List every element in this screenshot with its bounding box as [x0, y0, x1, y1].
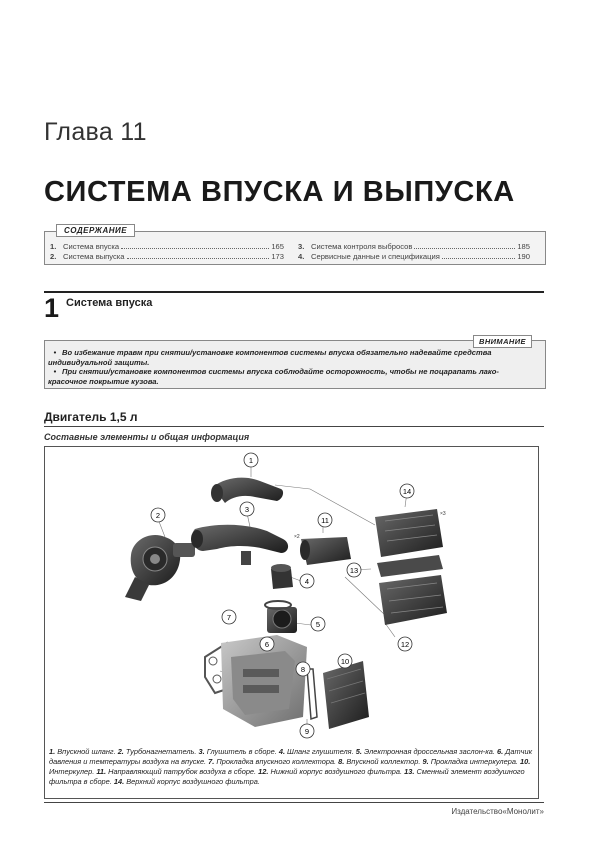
toc-dot-leader [127, 252, 270, 259]
intercooler-part [323, 661, 369, 729]
caption-text: Впускной шланг. [55, 747, 118, 756]
caption-number: 6. [496, 747, 504, 756]
caption-number: 1. [49, 747, 56, 756]
throttle-body-part [265, 601, 297, 633]
caption-number: 8. [338, 757, 345, 766]
caption-text: Датчик давления и температуры воздуха на впуске. [49, 747, 533, 766]
caption-text: Прокладка интеркулера. [428, 757, 521, 766]
filter-element-part [377, 555, 443, 577]
warning-text: Во избежание травм при снятии/установке компонентов системы впуска обязательно надевайте средства индивидуальной защиты. [48, 348, 492, 367]
subsection-divider [44, 426, 544, 427]
callout-5: 5 [315, 620, 321, 629]
callout-2: 2 [155, 511, 161, 520]
callout-8: 8 [300, 665, 306, 674]
toc-item-number: 1. [50, 242, 57, 251]
caption-text: Шланг глушителя. [285, 747, 356, 756]
footer-divider [44, 802, 544, 803]
callout-10: 10 [340, 657, 350, 666]
toc-item[interactable] [50, 252, 284, 261]
caption-number: 3. [198, 747, 205, 756]
toc-dot-leader [121, 242, 269, 249]
muffler-assembly-part [191, 525, 288, 565]
callout-14: 14 [402, 487, 412, 496]
section-number: 1 [44, 293, 60, 323]
caption-number: 14. [113, 777, 125, 786]
intercooler-gasket-part [307, 669, 317, 719]
toc-item[interactable] [298, 242, 530, 251]
callout-12: 12 [400, 640, 410, 649]
muffler-hose-part [271, 564, 293, 589]
caption-number: 4. [278, 747, 285, 756]
toc-item-page: 185 [517, 242, 530, 251]
chapter-label: Глава 11 [44, 118, 147, 146]
caption-number: 11. [96, 767, 107, 776]
air-guide-duct-part [300, 537, 351, 565]
toc-item-number: 2. [50, 252, 57, 261]
toc-item-title: Система впуска [63, 242, 120, 251]
callout-7: 7 [226, 613, 232, 622]
callout-11: 11 [321, 516, 329, 525]
caption-text: Интеркулер. [49, 767, 97, 776]
callout-9: 9 [304, 727, 310, 736]
toc-item-number: 3. [298, 242, 305, 251]
caption-text: Прокладка впускного коллектора. [214, 757, 339, 766]
component-heading: Составные элементы и общая информация [44, 432, 250, 442]
caption-number: 13. [404, 767, 415, 776]
caption-text: Верхний корпус воздушного фильтра. [124, 777, 260, 786]
caption-text: Глушитель в сборе. [204, 747, 279, 756]
toc-item-title: Сервисные данные и спецификация [311, 252, 440, 261]
subsection-title: Двигатель 1,5 л [44, 410, 138, 424]
toc-item-title: Система контроля выбросов [311, 242, 413, 251]
publisher-credit: Издательство«Монолит» [451, 807, 544, 816]
toc-item-page: 173 [271, 252, 284, 261]
toc-item[interactable] [50, 242, 284, 251]
caption-number: 12. [258, 767, 269, 776]
caption-text: Нижний корпус воздушного фильтра. [268, 767, 405, 776]
warning-item [48, 367, 534, 387]
callout-6: 6 [264, 640, 270, 649]
callout-3: 3 [244, 505, 250, 514]
intake-system-diagram [45, 447, 536, 743]
figure-caption [49, 747, 533, 787]
lower-filter-housing-part [379, 575, 447, 625]
toc-dot-leader [442, 252, 516, 259]
turbocharger-part [125, 535, 195, 601]
quantity-mark: ×2 [294, 534, 300, 540]
callout-4: 4 [304, 577, 310, 586]
toc-label: СОДЕРЖАНИЕ [56, 224, 135, 237]
caption-number: 2. [117, 747, 124, 756]
warning-label: ВНИМАНИЕ [473, 335, 532, 348]
caption-text: Сменный элемент воздушного фильтра в сборе. [49, 767, 525, 786]
chapter-title: СИСТЕМА ВПУСКА И ВЫПУСКА [44, 176, 515, 208]
toc-item-title: Система выпуска [63, 252, 125, 261]
toc-dot-leader [414, 242, 515, 249]
caption-text: Впускной коллектор. [344, 757, 423, 766]
toc-item-page: 190 [517, 252, 530, 261]
section-title: Система впуска [66, 297, 153, 309]
toc-item-page: 165 [271, 242, 284, 251]
toc-item-number: 4. [298, 252, 305, 261]
caption-number: 7. [208, 757, 215, 766]
callout-1: 1 [248, 456, 254, 465]
intake-hose-part [211, 478, 283, 503]
caption-number: 10. [520, 757, 531, 766]
callout-13: 13 [349, 566, 359, 575]
warning-item [48, 348, 534, 368]
caption-text: Направляющий патрубок воздуха в сборе. [106, 767, 259, 776]
quantity-mark: ×3 [440, 511, 446, 517]
upper-filter-housing-part [375, 509, 443, 557]
toc-item[interactable] [298, 252, 530, 261]
bullet-icon: • [53, 367, 57, 376]
warning-text: При снятии/установке компонентов системы впуска соблюдайте осторожность, чтобы не поцарапать лако-красочное покрытие кузова. [48, 367, 499, 386]
caption-text: Электронная дроссельная заслон-ка. [361, 747, 497, 756]
section-divider [44, 291, 544, 293]
bullet-icon: • [53, 348, 57, 357]
caption-text: Турбонагнетатель. [123, 747, 199, 756]
caption-number: 9. [422, 757, 429, 766]
caption-number: 5. [355, 747, 362, 756]
